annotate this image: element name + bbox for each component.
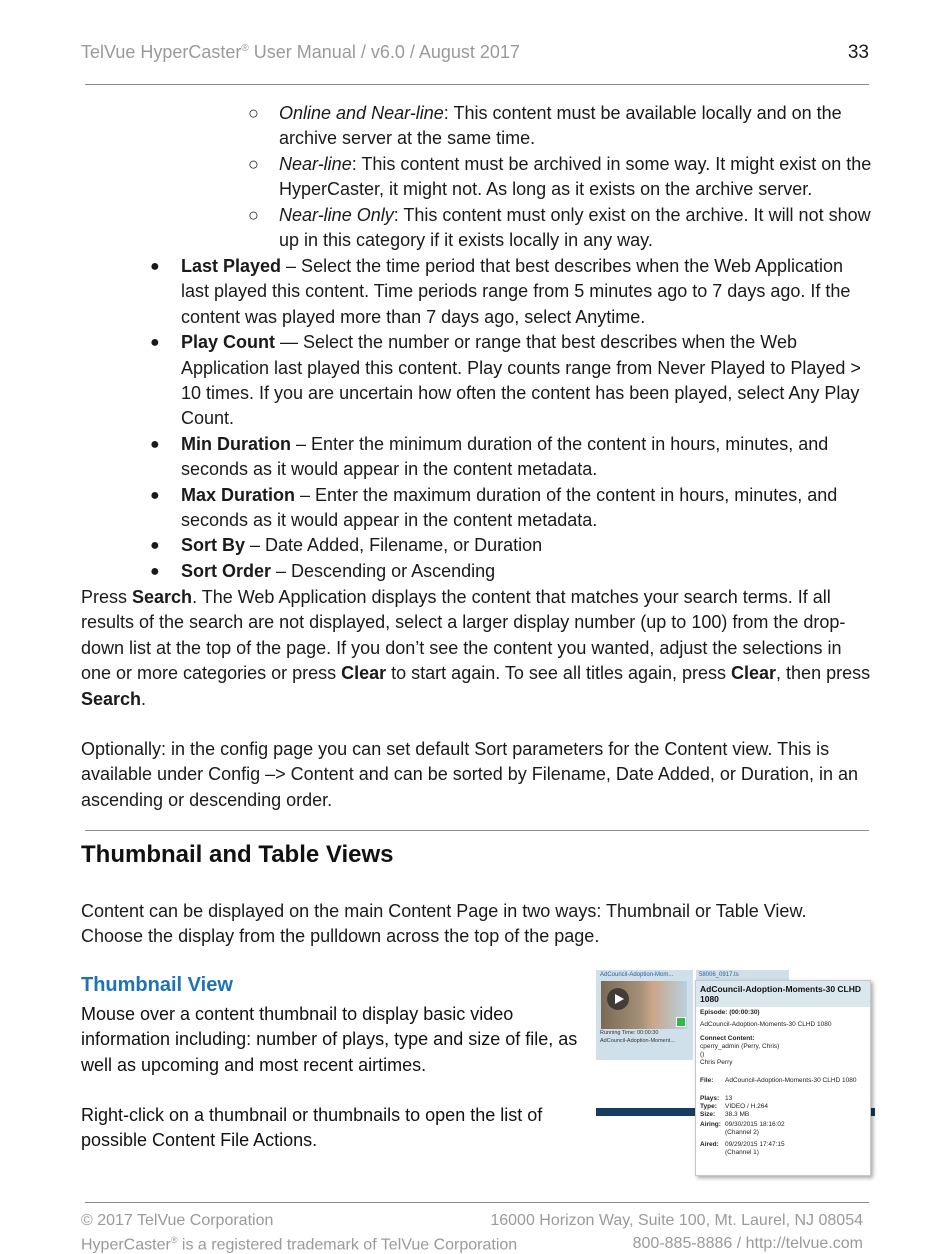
copyright: © 2017 TelVue Corporation (81, 1212, 274, 1229)
manual-title: TelVue HyperCaster® User Manual / v6.0 / August 2017 (81, 42, 520, 62)
connect-name: Chris Perry (700, 1059, 733, 1066)
episode-name: AdCouncil-Adoption-Moments-30 CLHD 1080 (700, 1021, 832, 1028)
episode-duration: Episode: (00:00:30) (700, 1009, 760, 1016)
content-thumbnail (596, 970, 693, 1060)
thumbnail-title: AdCouncil-Adoption-Mom... (600, 972, 674, 978)
search-criteria-list (150, 254, 875, 584)
connect-user: cperry_admin (Perry, Chris) (700, 1043, 780, 1050)
status-icon (676, 1017, 686, 1027)
second-thumbnail-title: 58006_0917.ts (696, 970, 789, 982)
type-label: Type: (700, 1103, 717, 1110)
contact-info: 800-885-8886 / http://telvue.com (632, 1235, 863, 1252)
header-divider (85, 84, 869, 85)
thumbnail-meta: Running Time: 00:00:30 AdCouncil-Adoption-Moment... (600, 1030, 675, 1044)
address: 16000 Horizon Way, Suite 100, Mt. Laurel, NJ 08054 (490, 1212, 863, 1229)
plays-value: 13 (725, 1095, 733, 1102)
airing-channel: (Channel 2) (725, 1129, 759, 1136)
connect-label: Connect Content: (700, 1035, 755, 1042)
subsection-title: Thumbnail View (81, 974, 233, 996)
section-divider (85, 830, 869, 831)
connect-paren: () (700, 1051, 705, 1058)
aired-channel: (Channel 1) (725, 1149, 759, 1156)
type-value: VIDEO / H.264 (725, 1103, 768, 1110)
optional-sort-note: Optionally: in the config page you can set default Sort parameters for the Content view. This is available under Config –> Content and can be sorted by Filename, Date Added, or Duration, in an ascending or descending order. (81, 739, 858, 810)
size-label: Size: (700, 1111, 716, 1118)
thumbnail-description: Mouse over a content thumbnail to display basic video information including: number of plays, type and size of file, as well as upcoming and most recent airtimes. (81, 1004, 578, 1075)
airing-label: Airing: (700, 1121, 721, 1128)
section-intro: Content can be displayed on the main Content Page in two ways: Thumbnail or Table View. Choose the display from the pulldown across the top of the page. (81, 901, 807, 947)
search-instructions: Press Search. The Web Application displays the content that matches your search terms. If all results of the search are not displayed, select a larger display number (up to 100) from the drop-down list at the top of the page. If you don’t see the content you wanted, adjust the selections in one or more categories or press Clear to start again. To see all titles again, press Clear, then press Search. (81, 587, 871, 709)
section-title: Thumbnail and Table Views (81, 841, 394, 868)
list-item: ● Play Count — Select the number or range that best describes when the Web Application last played this content. Play counts range from Never Played to Played > 10 times. If you are uncertain how often the content has been played, select Any Play Count. (150, 332, 861, 429)
list-item: ○ Near-line Only: This content must only exist on the archive. It will not show up in this category if it exists locally in any way. (248, 204, 871, 251)
size-value: 38.3 MB (725, 1111, 750, 1118)
airing-value: 09/30/2015 18:16:02 (725, 1121, 785, 1128)
list-item: ○ Online and Near-line: This content must be available locally and on the archive server at the same time. (248, 103, 842, 149)
list-item: ● Sort By – Date Added, Filename, or Duration (150, 535, 543, 556)
thumbnail-view-screenshot (596, 970, 875, 1178)
file-value: AdCouncil-Adoption-Moments-30 CLHD 1080 (725, 1077, 857, 1084)
aired-value: 09/29/2015 17:47:15 (725, 1141, 785, 1148)
list-item: ○ Near-line: This content must be archived in some way. It might exist on the HyperCaster, it might not. As long as it exists on the archive server. (248, 153, 872, 200)
trademark-note: HyperCaster® is a registered trademark of TelVue Corporation (81, 1235, 518, 1254)
page-number: 33 (847, 42, 869, 63)
page-header (81, 42, 869, 68)
thumbnail-right-click-note: Right-click on a thumbnail or thumbnails to open the list of possible Content File Actions. (81, 1105, 543, 1151)
archive-options-list (248, 101, 873, 253)
aired-label: Aired: (700, 1141, 719, 1148)
list-item: ● Sort Order – Descending or Ascending (150, 560, 496, 581)
list-item: ● Max Duration – Enter the maximum duration of the content in hours, minutes, and seconds as it would appear in the content metadata. (150, 484, 838, 531)
file-label: File: (700, 1077, 714, 1084)
hover-info-popup (695, 980, 871, 1176)
footer-divider (85, 1202, 869, 1203)
popup-title: AdCouncil-Adoption-Moments-30 CLHD 1080 (696, 981, 870, 1007)
list-item: ● Min Duration – Enter the minimum duration of the content in hours, minutes, and seconds as it would appear in the content metadata. (150, 433, 829, 480)
plays-label: Plays: (700, 1095, 720, 1102)
list-item: ● Last Played – Select the time period that best describes when the Web Application last played this content. Time periods range from 5 minutes ago to 7 days ago. If the content was played more than 7 days ago, select Anytime. (150, 256, 851, 327)
play-icon (607, 988, 629, 1010)
